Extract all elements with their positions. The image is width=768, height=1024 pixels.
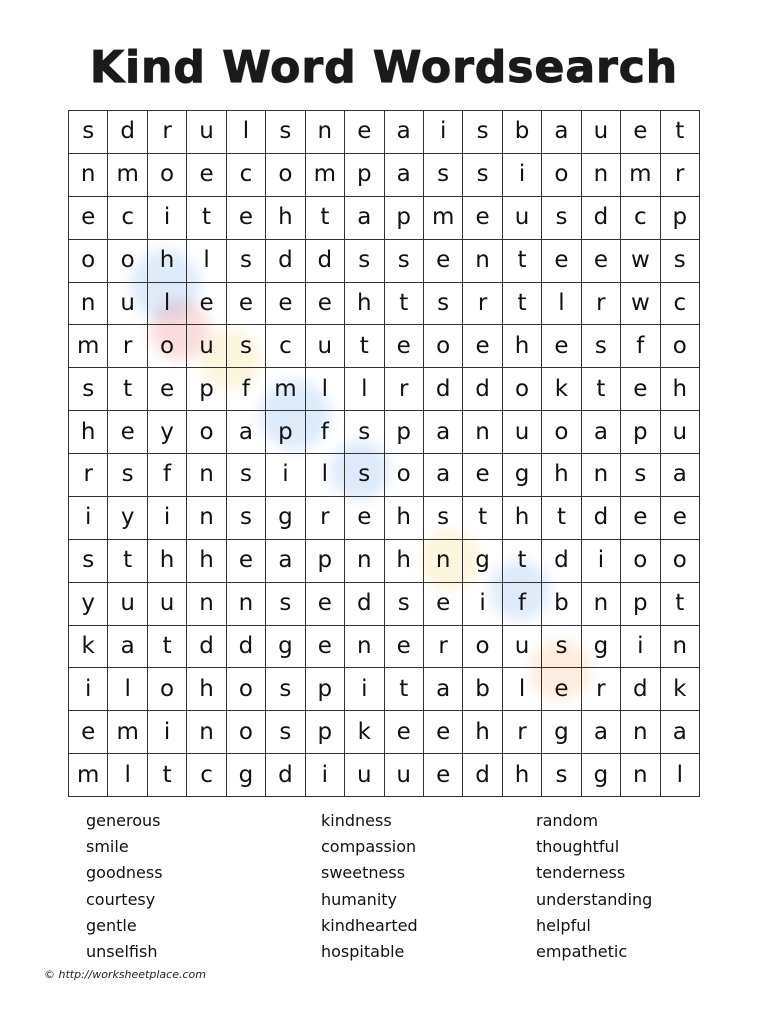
grid-cell[interactable]: e: [542, 240, 581, 283]
grid-cell[interactable]: i: [148, 197, 187, 240]
grid-cell[interactable]: e: [582, 240, 621, 283]
grid-cell[interactable]: d: [621, 668, 660, 711]
word-item: understanding: [536, 889, 653, 909]
grid-cell[interactable]: s: [266, 111, 305, 154]
grid-cell[interactable]: u: [385, 754, 424, 797]
grid-cell[interactable]: r: [582, 283, 621, 326]
word-item: empathetic: [536, 941, 628, 961]
grid-cell[interactable]: e: [306, 626, 345, 669]
grid-cell[interactable]: h: [345, 283, 384, 326]
grid-cell[interactable]: h: [385, 497, 424, 540]
grid-cell[interactable]: d: [582, 497, 621, 540]
grid-cell[interactable]: s: [227, 497, 266, 540]
grid-cell[interactable]: e: [227, 197, 266, 240]
grid-cell[interactable]: r: [108, 325, 147, 368]
grid-cell[interactable]: s: [69, 540, 108, 583]
grid-cell[interactable]: c: [661, 283, 700, 326]
grid-cell[interactable]: s: [424, 497, 463, 540]
grid-cell[interactable]: e: [306, 583, 345, 626]
grid-cell[interactable]: g: [582, 626, 621, 669]
grid-cell[interactable]: l: [503, 668, 542, 711]
grid-cell[interactable]: e: [385, 626, 424, 669]
grid-cell[interactable]: e: [385, 325, 424, 368]
grid-cell[interactable]: o: [542, 154, 581, 197]
grid-cell[interactable]: n: [306, 111, 345, 154]
grid-cell[interactable]: t: [542, 497, 581, 540]
word-item: tenderness: [536, 863, 626, 883]
grid-cell[interactable]: u: [306, 325, 345, 368]
grid-cell[interactable]: s: [424, 154, 463, 197]
grid-cell[interactable]: n: [345, 626, 384, 669]
grid-cell[interactable]: o: [227, 668, 266, 711]
grid-cell[interactable]: h: [503, 325, 542, 368]
word-item: humanity: [321, 889, 397, 909]
grid-cell[interactable]: k: [69, 626, 108, 669]
grid-cell[interactable]: e: [69, 197, 108, 240]
grid-cell[interactable]: u: [582, 111, 621, 154]
grid-cell[interactable]: e: [621, 111, 660, 154]
grid-cell[interactable]: r: [503, 711, 542, 754]
grid-cell[interactable]: c: [621, 197, 660, 240]
grid-cell[interactable]: u: [503, 411, 542, 454]
grid-cell[interactable]: l: [542, 283, 581, 326]
grid-cell[interactable]: i: [582, 540, 621, 583]
grid-cell[interactable]: a: [424, 668, 463, 711]
grid-cell[interactable]: p: [306, 711, 345, 754]
grid-cell[interactable]: s: [463, 111, 502, 154]
grid-cell[interactable]: e: [424, 754, 463, 797]
grid-cell[interactable]: i: [463, 583, 502, 626]
grid-cell[interactable]: t: [148, 754, 187, 797]
word-item: goodness: [86, 863, 163, 883]
grid-cell[interactable]: i: [69, 497, 108, 540]
grid-cell[interactable]: s: [463, 154, 502, 197]
grid-cell[interactable]: i: [621, 626, 660, 669]
grid-cell[interactable]: o: [661, 540, 700, 583]
grid-cell[interactable]: n: [424, 540, 463, 583]
grid-cell[interactable]: a: [582, 411, 621, 454]
grid-cell[interactable]: s: [69, 368, 108, 411]
grid-cell[interactable]: o: [542, 411, 581, 454]
page-title: Kind Word Wordsearch: [89, 42, 679, 93]
grid-cell[interactable]: s: [345, 454, 384, 497]
grid-cell[interactable]: s: [345, 240, 384, 283]
grid-cell[interactable]: s: [227, 454, 266, 497]
grid-cell[interactable]: o: [187, 411, 226, 454]
grid-cell[interactable]: g: [542, 711, 581, 754]
word-item: unselfish: [86, 941, 158, 961]
grid-cell[interactable]: o: [148, 668, 187, 711]
grid-cell[interactable]: t: [503, 240, 542, 283]
grid-cell[interactable]: m: [266, 368, 305, 411]
grid-cell[interactable]: t: [661, 111, 700, 154]
grid-cell[interactable]: t: [148, 626, 187, 669]
grid-cell[interactable]: d: [582, 197, 621, 240]
grid-cell[interactable]: e: [542, 668, 581, 711]
grid-cell[interactable]: e: [227, 283, 266, 326]
word-item: courtesy: [86, 889, 156, 909]
grid-cell[interactable]: e: [621, 497, 660, 540]
word-column: [536, 808, 652, 965]
grid-cell[interactable]: l: [227, 111, 266, 154]
grid-cell[interactable]: m: [424, 197, 463, 240]
grid-cell[interactable]: s: [542, 197, 581, 240]
grid-cell[interactable]: r: [582, 668, 621, 711]
grid-cell[interactable]: e: [424, 711, 463, 754]
grid-cell[interactable]: f: [621, 325, 660, 368]
grid-cell[interactable]: a: [582, 711, 621, 754]
grid-cell[interactable]: r: [661, 154, 700, 197]
grid-cell[interactable]: e: [148, 368, 187, 411]
grid-cell[interactable]: u: [108, 283, 147, 326]
grid-cell[interactable]: k: [345, 711, 384, 754]
grid-cell[interactable]: d: [424, 368, 463, 411]
grid-cell[interactable]: h: [463, 711, 502, 754]
grid-cell[interactable]: o: [424, 325, 463, 368]
grid-cell[interactable]: o: [266, 154, 305, 197]
grid-cell[interactable]: s: [227, 240, 266, 283]
grid-cell[interactable]: p: [385, 411, 424, 454]
grid-cell[interactable]: u: [187, 111, 226, 154]
grid-cell[interactable]: h: [503, 754, 542, 797]
grid-cell[interactable]: s: [266, 583, 305, 626]
grid-cell[interactable]: t: [582, 368, 621, 411]
grid-cell[interactable]: n: [463, 411, 502, 454]
grid-cell[interactable]: d: [266, 240, 305, 283]
grid-cell[interactable]: p: [661, 197, 700, 240]
word-item: smile: [86, 837, 129, 857]
grid-cell[interactable]: h: [187, 668, 226, 711]
grid-cell[interactable]: d: [463, 754, 502, 797]
grid-cell[interactable]: d: [187, 626, 226, 669]
grid-cell[interactable]: n: [582, 154, 621, 197]
grid-cell[interactable]: y: [148, 411, 187, 454]
letter-grid: [68, 110, 700, 797]
grid-cell[interactable]: o: [227, 711, 266, 754]
grid-cell[interactable]: s: [345, 411, 384, 454]
word-item: sweetness: [321, 863, 406, 883]
grid-cell[interactable]: o: [108, 240, 147, 283]
grid-cell[interactable]: a: [227, 411, 266, 454]
grid-cell[interactable]: w: [621, 240, 660, 283]
grid-cell[interactable]: f: [503, 583, 542, 626]
grid-cell[interactable]: e: [345, 497, 384, 540]
word-item: gentle: [86, 915, 137, 935]
grid-cell[interactable]: b: [542, 583, 581, 626]
grid-cell[interactable]: h: [148, 240, 187, 283]
grid-cell[interactable]: f: [306, 411, 345, 454]
grid-cell[interactable]: d: [108, 111, 147, 154]
grid-cell[interactable]: n: [621, 754, 660, 797]
grid-cell[interactable]: a: [424, 454, 463, 497]
grid-cell[interactable]: i: [503, 154, 542, 197]
grid-cell[interactable]: s: [69, 111, 108, 154]
grid-cell[interactable]: e: [227, 540, 266, 583]
grid-cell[interactable]: n: [661, 626, 700, 669]
grid-cell[interactable]: t: [306, 197, 345, 240]
grid-cell[interactable]: l: [108, 754, 147, 797]
grid-cell[interactable]: d: [306, 240, 345, 283]
grid-cell[interactable]: n: [621, 711, 660, 754]
grid-cell[interactable]: n: [463, 240, 502, 283]
grid-cell[interactable]: a: [424, 411, 463, 454]
footer-credit: © http://worksheetplace.com: [44, 968, 206, 981]
grid-cell[interactable]: a: [108, 626, 147, 669]
grid-cell[interactable]: d: [542, 540, 581, 583]
grid-cell[interactable]: w: [621, 283, 660, 326]
grid-cell[interactable]: o: [69, 240, 108, 283]
grid-cell[interactable]: e: [266, 283, 305, 326]
grid-cell[interactable]: g: [266, 497, 305, 540]
grid-cell[interactable]: b: [503, 111, 542, 154]
grid-cell[interactable]: a: [345, 197, 384, 240]
word-column: [86, 808, 163, 965]
grid-cell[interactable]: g: [463, 540, 502, 583]
grid-cell[interactable]: o: [503, 368, 542, 411]
grid-cell[interactable]: h: [542, 454, 581, 497]
grid-cell[interactable]: l: [306, 368, 345, 411]
grid-cell[interactable]: e: [424, 240, 463, 283]
grid-cell[interactable]: d: [227, 626, 266, 669]
grid-cell[interactable]: h: [69, 411, 108, 454]
grid-cell[interactable]: n: [69, 283, 108, 326]
grid-cell[interactable]: c: [108, 197, 147, 240]
grid-cell[interactable]: c: [266, 325, 305, 368]
grid-cell[interactable]: l: [148, 283, 187, 326]
grid-cell[interactable]: y: [108, 497, 147, 540]
grid-cell[interactable]: e: [187, 154, 226, 197]
grid-cell[interactable]: h: [385, 540, 424, 583]
grid-cell[interactable]: l: [108, 668, 147, 711]
grid-cell[interactable]: u: [108, 583, 147, 626]
grid-cell[interactable]: p: [385, 197, 424, 240]
grid-cell[interactable]: p: [621, 583, 660, 626]
grid-cell[interactable]: d: [463, 368, 502, 411]
grid-cell[interactable]: n: [345, 540, 384, 583]
word-column: [321, 808, 418, 965]
grid-cell[interactable]: c: [187, 754, 226, 797]
grid-cell[interactable]: k: [542, 368, 581, 411]
grid-cell[interactable]: g: [227, 754, 266, 797]
word-item: generous: [86, 811, 161, 830]
grid-cell[interactable]: i: [266, 454, 305, 497]
grid-cell[interactable]: m: [69, 754, 108, 797]
grid-cell[interactable]: t: [345, 325, 384, 368]
grid-cell[interactable]: r: [463, 283, 502, 326]
grid-cell[interactable]: u: [187, 325, 226, 368]
grid-cell[interactable]: a: [661, 711, 700, 754]
grid-cell[interactable]: n: [227, 583, 266, 626]
grid-cell[interactable]: t: [503, 540, 542, 583]
grid-cell[interactable]: u: [661, 411, 700, 454]
grid-cell[interactable]: n: [582, 583, 621, 626]
grid-cell[interactable]: a: [542, 111, 581, 154]
grid-cell[interactable]: h: [187, 540, 226, 583]
grid-cell[interactable]: u: [503, 197, 542, 240]
grid-cell[interactable]: a: [266, 540, 305, 583]
grid-cell[interactable]: m: [621, 154, 660, 197]
grid-cell[interactable]: t: [108, 540, 147, 583]
grid-cell[interactable]: o: [621, 540, 660, 583]
grid-cell[interactable]: f: [227, 368, 266, 411]
grid-cell[interactable]: p: [306, 668, 345, 711]
grid-cell[interactable]: s: [582, 325, 621, 368]
grid-cell[interactable]: a: [385, 154, 424, 197]
grid-cell[interactable]: o: [148, 325, 187, 368]
grid-cell[interactable]: r: [148, 111, 187, 154]
grid-cell[interactable]: d: [266, 754, 305, 797]
grid-cell[interactable]: e: [621, 368, 660, 411]
grid-cell[interactable]: l: [661, 754, 700, 797]
grid-cell[interactable]: t: [187, 197, 226, 240]
grid-cell[interactable]: l: [345, 368, 384, 411]
grid-cell[interactable]: g: [266, 626, 305, 669]
grid-cell[interactable]: r: [69, 454, 108, 497]
grid-cell[interactable]: n: [187, 454, 226, 497]
word-item: kindhearted: [321, 915, 418, 935]
grid-cell[interactable]: s: [227, 325, 266, 368]
grid-cell[interactable]: c: [227, 154, 266, 197]
grid-cell[interactable]: b: [463, 668, 502, 711]
grid-cell[interactable]: f: [148, 454, 187, 497]
grid-cell[interactable]: k: [661, 668, 700, 711]
grid-cell[interactable]: e: [424, 583, 463, 626]
grid-cell[interactable]: s: [385, 583, 424, 626]
grid-cell[interactable]: s: [266, 668, 305, 711]
grid-cell[interactable]: n: [187, 711, 226, 754]
grid-cell[interactable]: o: [385, 454, 424, 497]
grid-cell[interactable]: s: [542, 754, 581, 797]
word-item: random: [536, 811, 599, 830]
grid-cell[interactable]: r: [385, 368, 424, 411]
grid-cell[interactable]: i: [345, 668, 384, 711]
grid-cell[interactable]: p: [621, 411, 660, 454]
grid-cell[interactable]: e: [187, 283, 226, 326]
grid-cell[interactable]: e: [661, 497, 700, 540]
word-item: compassion: [321, 837, 417, 857]
grid-cell[interactable]: a: [661, 454, 700, 497]
word-item: hospitable: [321, 941, 405, 961]
word-item: kindness: [321, 811, 392, 830]
grid-cell[interactable]: o: [463, 626, 502, 669]
grid-cell[interactable]: e: [542, 325, 581, 368]
grid-cell[interactable]: t: [108, 368, 147, 411]
grid-cell[interactable]: i: [424, 111, 463, 154]
grid-cell[interactable]: p: [187, 368, 226, 411]
grid-cell[interactable]: i: [306, 754, 345, 797]
grid-cell[interactable]: e: [306, 283, 345, 326]
grid-cell[interactable]: n: [187, 583, 226, 626]
grid-cell[interactable]: s: [108, 454, 147, 497]
grid-cell[interactable]: h: [503, 497, 542, 540]
grid-cell[interactable]: e: [108, 411, 147, 454]
grid-cell[interactable]: s: [661, 240, 700, 283]
grid-cell[interactable]: t: [385, 668, 424, 711]
grid-cell[interactable]: e: [69, 711, 108, 754]
grid-cell[interactable]: h: [661, 368, 700, 411]
grid-cell[interactable]: t: [503, 283, 542, 326]
grid-cell[interactable]: h: [266, 197, 305, 240]
grid-cell[interactable]: i: [69, 668, 108, 711]
grid-cell[interactable]: i: [148, 497, 187, 540]
grid-cell[interactable]: g: [503, 454, 542, 497]
word-list: [0, 808, 768, 968]
word-item: helpful: [536, 915, 591, 935]
grid-cell[interactable]: r: [424, 626, 463, 669]
grid-cell[interactable]: o: [148, 154, 187, 197]
grid-cell[interactable]: u: [148, 583, 187, 626]
grid-cell[interactable]: o: [661, 325, 700, 368]
grid-cell[interactable]: p: [345, 154, 384, 197]
grid-cell[interactable]: t: [661, 583, 700, 626]
grid-cell[interactable]: l: [306, 454, 345, 497]
grid-cell[interactable]: p: [266, 411, 305, 454]
grid-cell[interactable]: e: [463, 454, 502, 497]
grid-cell[interactable]: r: [306, 497, 345, 540]
grid-cell[interactable]: d: [345, 583, 384, 626]
grid-cell[interactable]: m: [108, 154, 147, 197]
grid-cell[interactable]: e: [345, 111, 384, 154]
grid-cell[interactable]: p: [306, 540, 345, 583]
word-item: thoughtful: [536, 837, 620, 857]
grid-cell[interactable]: e: [463, 325, 502, 368]
grid-cell[interactable]: e: [463, 197, 502, 240]
grid-cell[interactable]: g: [582, 754, 621, 797]
grid-cell[interactable]: l: [187, 240, 226, 283]
grid-cell[interactable]: s: [424, 283, 463, 326]
grid-cell[interactable]: s: [385, 240, 424, 283]
grid-cell[interactable]: y: [69, 583, 108, 626]
grid-cell[interactable]: h: [148, 540, 187, 583]
grid-cell[interactable]: m: [108, 711, 147, 754]
grid-cell[interactable]: n: [187, 497, 226, 540]
grid-cell[interactable]: s: [266, 711, 305, 754]
grid-cell[interactable]: m: [306, 154, 345, 197]
grid-cell[interactable]: t: [463, 497, 502, 540]
grid-cell[interactable]: t: [385, 283, 424, 326]
grid-cell[interactable]: u: [503, 626, 542, 669]
grid-cell[interactable]: n: [582, 454, 621, 497]
grid-cell[interactable]: s: [621, 454, 660, 497]
grid-cell[interactable]: a: [385, 111, 424, 154]
grid-cell[interactable]: u: [345, 754, 384, 797]
grid-cell[interactable]: e: [385, 711, 424, 754]
grid-cell[interactable]: s: [542, 626, 581, 669]
grid-cell[interactable]: i: [148, 711, 187, 754]
grid-cell[interactable]: n: [69, 154, 108, 197]
grid-cell[interactable]: m: [69, 325, 108, 368]
